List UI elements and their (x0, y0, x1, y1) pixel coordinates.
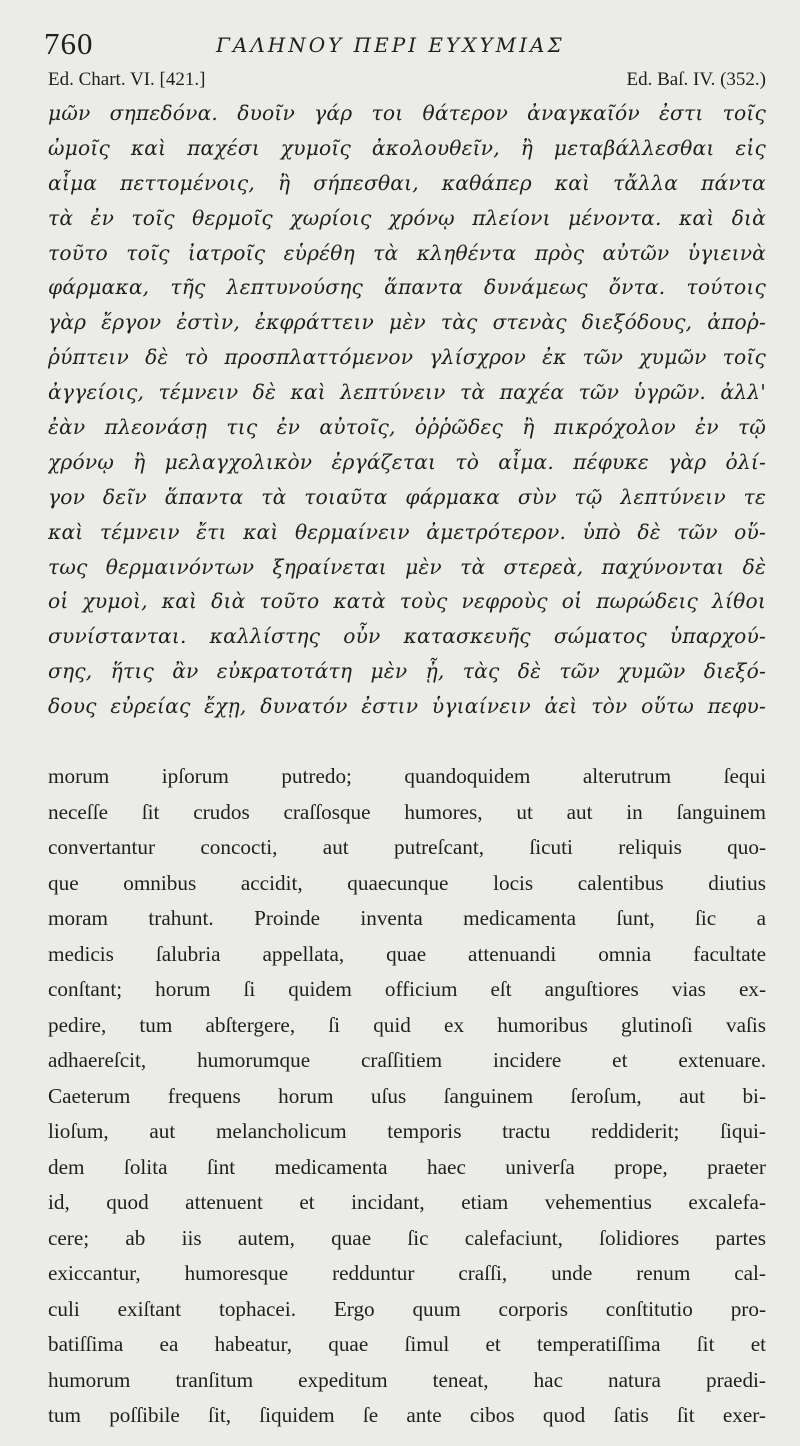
edition-references (48, 69, 766, 95)
latin-text-line: moram trahunt. Proinde inventa medicamenta ſunt, ſic a (48, 906, 766, 930)
latin-text-line: humorum tranſitum expeditum teneat, hac natura praedi- (48, 1367, 766, 1392)
greek-text-line: τοῦτο τοῖς ἰατροῖς εὑρέθη τὰ κληθέντα πρὸς αὐτῶν ὑγιεινὰ (48, 240, 766, 265)
latin-text-line: neceſſe ſit crudos craſſosque humores, ut aut in ſanguinem (48, 799, 766, 824)
latin-text-line: conſtant; horum ſi quidem officium eſt anguſtiores vias ex- (48, 977, 766, 1001)
latin-text-line: lioſum, aut melancholicum temporis tractu reddiderit; ſiqui- (48, 1119, 766, 1143)
greek-text-line: ῥύπτειν δὲ τὸ προσπλαττόμενον γλίσχρον ἐκ τῶν χυμῶν τοῖς (48, 345, 766, 370)
greek-text-line: καὶ τέμνειν ἔτι καὶ θερμαίνειν ἀμετρότερον. ὑπὸ δὲ τῶν οὕ- (48, 519, 766, 544)
page-header (44, 26, 766, 66)
greek-text-line: γὰρ ἔργον ἐστὶν, ἐκφράττειν μὲν τὰς στενὰς διεξόδους, ἀποῤ- (48, 310, 766, 335)
latin-text-block (48, 759, 766, 1434)
latin-text-line: convertantur concocti, aut putreſcant, ſicuti reliquis quo- (48, 835, 766, 859)
latin-text-line: batiſſima ea habeatur, quae ſimul et temperatiſſima ſit et (48, 1332, 766, 1356)
greek-text-line: συνίστανται. καλλίστης οὖν κατασκευῆς σώματος ὑπαρχού- (48, 624, 766, 649)
latin-text-line: morum ipſorum putredo; quandoquidem alterutrum ſequi (48, 764, 766, 788)
latin-text-line: dem ſolita ſint medicamenta haec univerſa prope, praeter (48, 1154, 766, 1179)
latin-text-line: medicis ſalubria appellata, quae attenuandi omnia facultate (48, 941, 766, 966)
latin-text-line: culi exiſtant tophacei. Ergo quum corporis conſtitutio pro- (48, 1296, 766, 1321)
greek-text-line: ἐὰν πλεονάσῃ τις ἐν αὐτοῖς, ὀῤῥῶδες ἢ πικρόχολον ἐν τῷ (48, 415, 766, 440)
greek-text-line: μῶν σηπεδόνα. δυοῖν γάρ τοι θάτερον ἀναγκαῖόν ἐστι τοῖς (48, 101, 766, 125)
running-title: ΓΑΛΗΝΟΥ ΠΕΡΙ ΕΥΧΥΜΙΑΣ (216, 33, 565, 57)
greek-text-line: φάρμακα, τῆς λεπτυνούσης ἅπαντα δυνάμεως ὄντα. τούτοις (48, 275, 766, 300)
latin-text-line: exiccantur, humoresque redduntur craſſi, unde renum cal- (48, 1261, 766, 1285)
greek-text-line: χρόνῳ ἢ μελαγχολικὸν ἐργάζεται τὸ αἷμα. πέφυκε γὰρ ὀλί- (48, 449, 766, 474)
greek-text-line: ἀγγείοις, τέμνειν δὲ καὶ λεπτύνειν τὰ παχέα τῶν ὑγρῶν. ἀλλ' (48, 380, 766, 405)
edition-reference-basel: Ed. Baſ. IV. (352.) (626, 69, 766, 90)
latin-text-line: pedire, tum abſtergere, ſi quid ex humoribus glutinoſi vaſis (48, 1012, 766, 1037)
page-number: 760 (44, 26, 94, 61)
latin-text-line: tum poſſibile ſit, ſiquidem ſe ante cibos quod ſatis ſit exer- (48, 1403, 766, 1427)
greek-text-line: ὠμοῖς καὶ παχέσι χυμοῖς ἀκολουθεῖν, ἢ μεταβάλλεσθαι εἰς (48, 135, 766, 160)
latin-text-line: Caeterum frequens horum uſus ſanguinem ſeroſum, aut bi- (48, 1083, 766, 1108)
greek-text-line: αἷμα πεττομένοις, ἢ σήπεσθαι, καθάπερ καὶ τἄλλα πάντα (48, 170, 766, 195)
greek-text-line: τὰ ἐν τοῖς θερμοῖς χωρίοις χρόνῳ πλείονι μένοντα. καὶ διὰ (48, 205, 766, 230)
latin-text-line: cere; ab iis autem, quae ſic calefaciunt, ſolidiores partes (48, 1225, 766, 1250)
greek-text-line: δους εὐρείας ἔχῃ, δυνατόν ἐστιν ὑγιαίνειν ἀεὶ τὸν οὕτω πεφυ- (48, 694, 766, 719)
greek-text-line: σης, ἥτις ἂν εὐκρατοτάτη μὲν ᾖ, τὰς δὲ τῶν χυμῶν διεξό- (48, 659, 766, 684)
latin-text-line: adhaereſcit, humorumque craſſitiem incidere et extenuare. (48, 1048, 766, 1072)
greek-text-block (48, 96, 766, 724)
greek-text-line: γον δεῖν ἅπαντα τὰ τοιαῦτα φάρμακα σὺν τῷ λεπτύνειν τε (48, 484, 766, 509)
latin-text-line: que omnibus accidit, quaecunque locis calentibus diutius (48, 870, 766, 895)
greek-text-line: τως θερμαινόντων ξηραίνεται μὲν τὰ στερεὰ, παχύνονται δὲ (48, 554, 766, 579)
greek-text-line: οἱ χυμοὶ, καὶ διὰ τοῦτο κατὰ τοὺς νεφροὺς οἱ πωρώδεις λίθοι (48, 589, 766, 614)
edition-reference-chartier: Ed. Chart. VI. [421.] (48, 69, 206, 90)
latin-text-line: id, quod attenuent et incidant, etiam vehementius excalefa- (48, 1190, 766, 1214)
